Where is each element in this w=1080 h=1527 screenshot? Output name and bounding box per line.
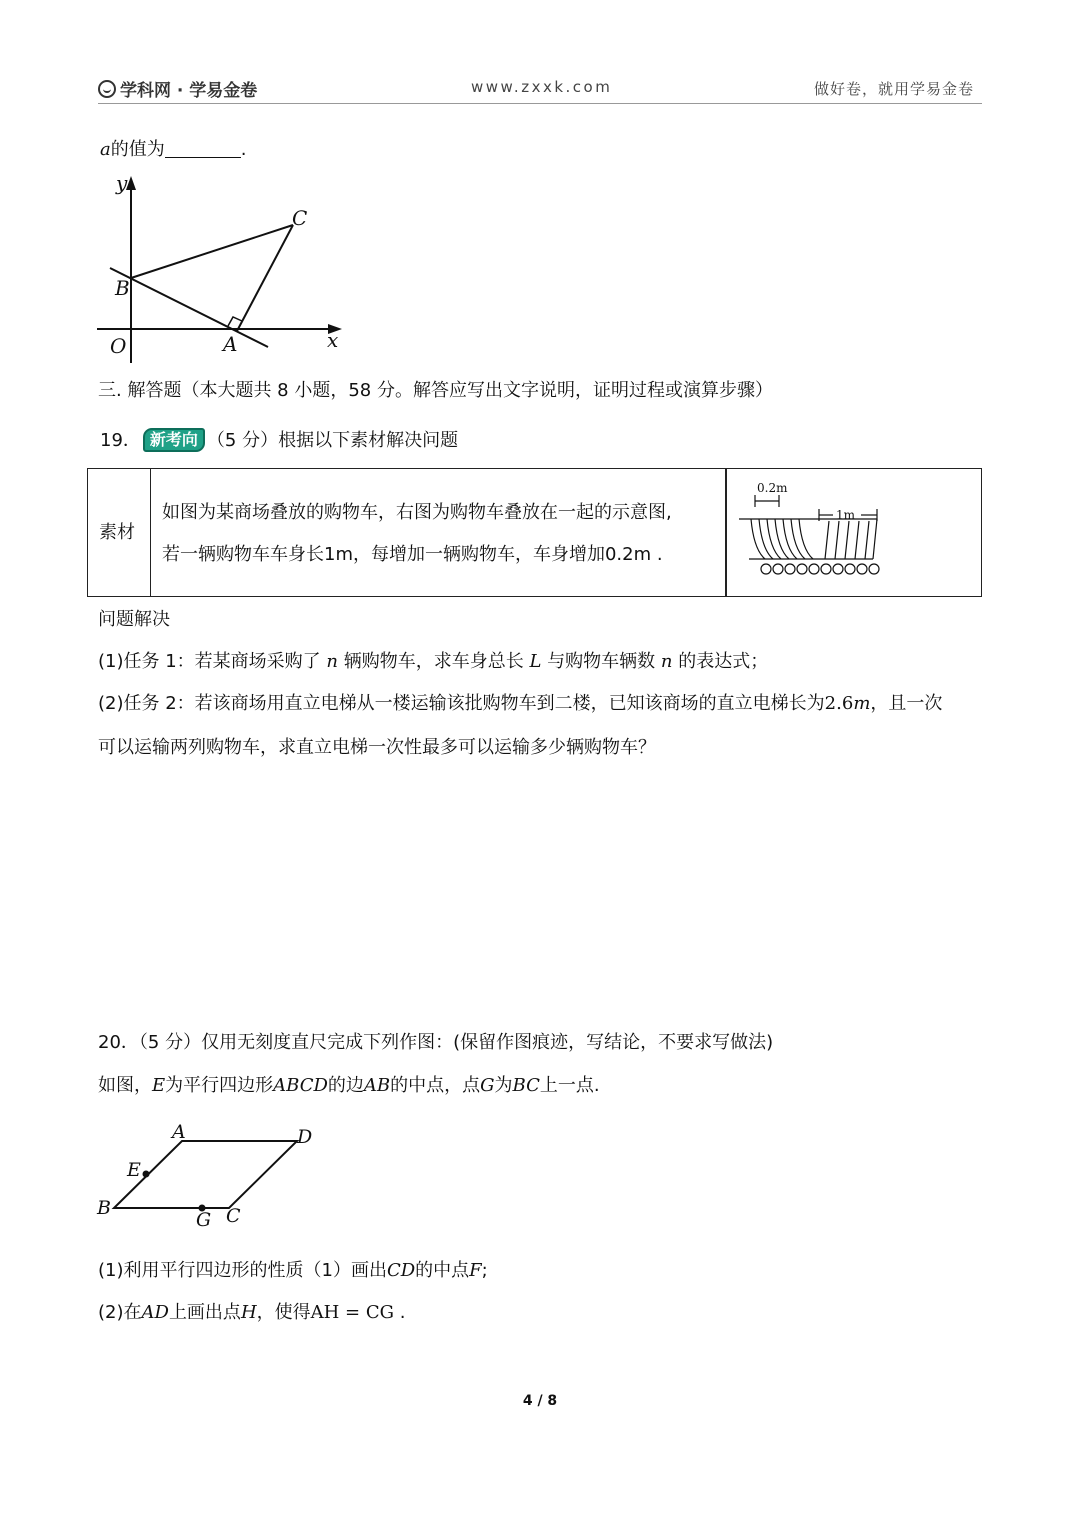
shopping-cart-stack-figure — [733, 481, 883, 581]
var-F: F — [469, 1260, 482, 1281]
p2-text-a: (2)在 — [98, 1302, 142, 1323]
label-C2: C — [226, 1205, 241, 1227]
header-divider — [98, 103, 982, 104]
q20-stem: 20．（5 分）仅用无刻度直尺完成下列作图：(保留作图痕迹，写结论，不要求写做法) — [98, 1032, 774, 1053]
var-L: L — [529, 651, 542, 672]
task-2-line-2: 可以运输两列购物车，求直立电梯一次性最多可以运输多少辆购物车？ — [98, 737, 656, 758]
elevator-length: 2.6 — [824, 693, 854, 714]
desc-b: 为平行四边形 — [165, 1075, 274, 1096]
q20-description — [98, 1074, 600, 1098]
desc-f: 上一点. — [539, 1075, 600, 1096]
p1-text-c: ; — [481, 1260, 488, 1281]
parallelogram-figure — [92, 1118, 332, 1233]
point-E — [143, 1171, 150, 1178]
owl-logo-icon — [98, 80, 116, 98]
line-BA — [110, 268, 268, 347]
var-n: n — [326, 651, 338, 672]
label-0.2m: 0.2m — [757, 481, 788, 495]
label-1m: 1m — [836, 508, 856, 522]
desc-a: 如图， — [98, 1075, 152, 1096]
material-line-2: 若一辆购物车车身长1m，每增加一辆购物车，车身增加0.2m . — [162, 544, 663, 565]
answer-blank[interactable] — [165, 139, 241, 158]
var-a: a — [100, 139, 111, 160]
q18-text: 的值为 — [110, 139, 165, 160]
var-BC: BC — [512, 1075, 540, 1096]
task-1 — [98, 650, 768, 674]
material-line-1: 如图为某商场叠放的购物车，右图为购物车叠放在一起的示意图, — [162, 502, 672, 523]
solve-title: 问题解决 — [98, 609, 170, 630]
var-AD: AD — [141, 1302, 169, 1323]
material-header-text: 素材 — [99, 522, 135, 543]
parallelogram-ABCD — [114, 1141, 297, 1208]
header-url: www.zxxk.com — [471, 78, 613, 96]
y-arrow — [126, 176, 136, 190]
p2-text-c: ，使得 — [256, 1302, 311, 1323]
label-y: y — [116, 171, 128, 195]
coordinate-figure — [90, 168, 360, 368]
header-slogan: 做好卷，就用学易金卷 — [814, 80, 975, 98]
desc-e: 为 — [494, 1075, 513, 1096]
var-n-2: n — [660, 651, 673, 672]
task2-text-a: (2)任务 2：若该商场用直立电梯从一楼运输该批购物车到二楼，已知该商场的直立电梯长为 — [98, 693, 825, 714]
cell-divider — [725, 469, 727, 596]
task1-text-a: (1)任务 1：若某商场采购了 — [98, 651, 321, 672]
var-CD: CD — [386, 1260, 416, 1281]
label-E: E — [127, 1159, 141, 1181]
var-H: H — [240, 1302, 257, 1323]
p1-text-b: 的中点 — [415, 1260, 470, 1281]
label-B: B — [115, 276, 130, 300]
q19-stem — [100, 428, 458, 453]
page-number: 4 / 8 — [522, 1393, 558, 1409]
var-AB: AB — [363, 1075, 391, 1096]
q20-part-2 — [98, 1301, 405, 1325]
p1-text-a: (1)利用平行四边形的性质（1）画出 — [98, 1260, 387, 1281]
q18-dot: . — [240, 139, 247, 160]
label-B2: B — [97, 1197, 111, 1219]
brand-logo — [98, 76, 257, 101]
material-header-cell — [88, 469, 151, 596]
desc-c: 的边 — [327, 1075, 364, 1096]
var-E: E — [152, 1075, 166, 1096]
label-O: O — [110, 334, 127, 358]
label-A: A — [223, 332, 238, 356]
label-C: C — [292, 206, 308, 230]
unit-m: m — [853, 693, 871, 714]
task1-text-d: 的表达式； — [678, 651, 769, 672]
q19-number: 19． — [100, 430, 141, 451]
label-G: G — [196, 1209, 212, 1231]
section-title: 三. 解答题（本大题共 8 小题，58 分。解答应写出文字说明，证明过程或演算步骤） — [98, 380, 773, 401]
p2-text-d: . — [394, 1302, 406, 1323]
label-A2: A — [172, 1121, 186, 1143]
q18-answer-line — [100, 138, 246, 162]
p2-text-b: 上画出点 — [168, 1302, 241, 1323]
equation-AH-CG: AH = CG — [310, 1302, 395, 1323]
task2-text-b: ，且一次 — [870, 693, 943, 714]
var-G: G — [480, 1075, 495, 1096]
q19-text: （5 分）根据以下素材解决问题 — [206, 430, 459, 451]
label-D: D — [297, 1126, 313, 1148]
material-table — [87, 468, 982, 597]
task1-text-b: 辆购物车，求车身总长 — [343, 651, 524, 672]
label-x: x — [327, 328, 339, 352]
var-ABCD: ABCD — [273, 1075, 328, 1096]
new-trend-badge: 新考向 — [143, 428, 205, 452]
task1-text-c: 与购物车辆数 — [547, 651, 656, 672]
brand-name: 学科网 · 学易金卷 — [120, 81, 258, 101]
desc-d: 的中点，点 — [390, 1075, 481, 1096]
task-2-line-1 — [98, 692, 942, 716]
q20-part-1 — [98, 1259, 488, 1283]
